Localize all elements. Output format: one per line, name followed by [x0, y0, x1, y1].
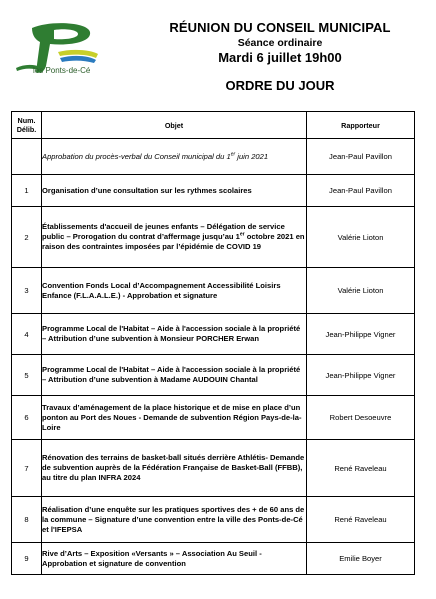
row-objet: Réalisation d’une enquête sur les pratiques sportives des + de 60 ans de la commune – Signature d’une convention entre la ville des Ponts-de-Cé et l'IFEPSA [42, 497, 307, 543]
table-header-row [12, 112, 415, 139]
row-num: 6 [12, 396, 42, 440]
page-header [130, 20, 430, 65]
row-rapporteur: Jean-Philippe Vigner [307, 355, 415, 396]
agenda-table [11, 111, 415, 575]
row-num: 4 [12, 314, 42, 355]
table-row [12, 497, 415, 543]
header-num-line1: Num. [17, 116, 36, 125]
agenda-title: ORDRE DU JOUR [225, 78, 335, 93]
row-rapporteur: Valérie Lioton [307, 207, 415, 268]
row-rapporteur: Jean-Philippe Vigner [307, 314, 415, 355]
row-objet: Programme Local de l'Habitat – Aide à l'accession sociale à la propriété – Attribution d’une subvention à Monsieur PORCHER Erwan [42, 314, 307, 355]
page-title: RÉUNION DU CONSEIL MUNICIPAL [169, 20, 391, 35]
row-num: 9 [12, 543, 42, 575]
header-num-line2: Délib. [16, 125, 37, 134]
row-objet: Convention Fonds Local d’Accompagnement Accessibilité Loisirs Enfance (F.L.A.A.L.E.) - Approbation et signature [42, 268, 307, 314]
table-row [12, 543, 415, 575]
table-row [12, 207, 415, 268]
row-objet-text: Établissements d'accueil de jeunes enfants – Délégation de service public – Prorogation du contrat d’affermage jusqu’au 1 [42, 222, 285, 241]
row-objet-text-end: octobre 2021 en raison des contraintes imposées par l’épidémie de COVID 19 [42, 232, 305, 251]
row-rapporteur: Robert Desoeuvre [307, 396, 415, 440]
row-num: 5 [12, 355, 42, 396]
row-objet: Travaux d’aménagement de la place historique et de mise en place d’un ponton au Port des Noues - Demande de subvention Région Pays-de-la-Loire [42, 396, 307, 440]
table-row [12, 139, 415, 175]
header-objet: Objet [42, 112, 307, 139]
table-row [12, 175, 415, 207]
logo-text: les Ponts-de-Cé [33, 66, 91, 75]
row-rapporteur: René Raveleau [307, 440, 415, 497]
row-objet: Rive d’Arts – Exposition «Versants » – Association Au Seuil - Approbation et signature de convention [42, 543, 307, 575]
row-objet [42, 207, 307, 268]
table-row [12, 355, 415, 396]
session-date: Mardi 6 juillet 19h00 [218, 50, 342, 65]
row-num: 2 [12, 207, 42, 268]
row-objet-text-end: juin 2021 [235, 151, 269, 161]
row-num: 7 [12, 440, 42, 497]
row-rapporteur: Emilie Boyer [307, 543, 415, 575]
row-objet: Organisation d’une consultation sur les rythmes scolaires [42, 175, 307, 207]
row-num: 3 [12, 268, 42, 314]
table-row [12, 396, 415, 440]
row-objet-sup: er [239, 231, 245, 238]
row-objet [42, 139, 307, 175]
row-rapporteur: Jean-Paul Pavillon [307, 175, 415, 207]
table-row [12, 314, 415, 355]
row-objet-text: Approbation du procès-verbal du Conseil municipal du 1 [42, 151, 231, 161]
row-objet: Programme Local de l'Habitat – Aide à l'accession sociale à la propriété – Attribution d’une subvention à Madame AUDOUIN Chantal [42, 355, 307, 396]
table-row [12, 268, 415, 314]
row-num: 8 [12, 497, 42, 543]
row-rapporteur: René Raveleau [307, 497, 415, 543]
row-rapporteur: Jean-Paul Pavillon [307, 139, 415, 175]
row-objet: Rénovation des terrains de basket-ball situés derrière Athlétis- Demande de subvention auprès de la Fédération Française de Basket-Ball (FFBB), au titre du plan INFRA 2024 [42, 440, 307, 497]
row-num: 1 [12, 175, 42, 207]
row-objet-sup: er [230, 150, 236, 157]
row-num [12, 139, 42, 175]
row-rapporteur: Valérie Lioton [307, 268, 415, 314]
header-num [12, 112, 42, 139]
table-row [12, 440, 415, 497]
session-type: Séance ordinaire [237, 37, 323, 49]
header-rapporteur: Rapporteur [307, 112, 415, 139]
